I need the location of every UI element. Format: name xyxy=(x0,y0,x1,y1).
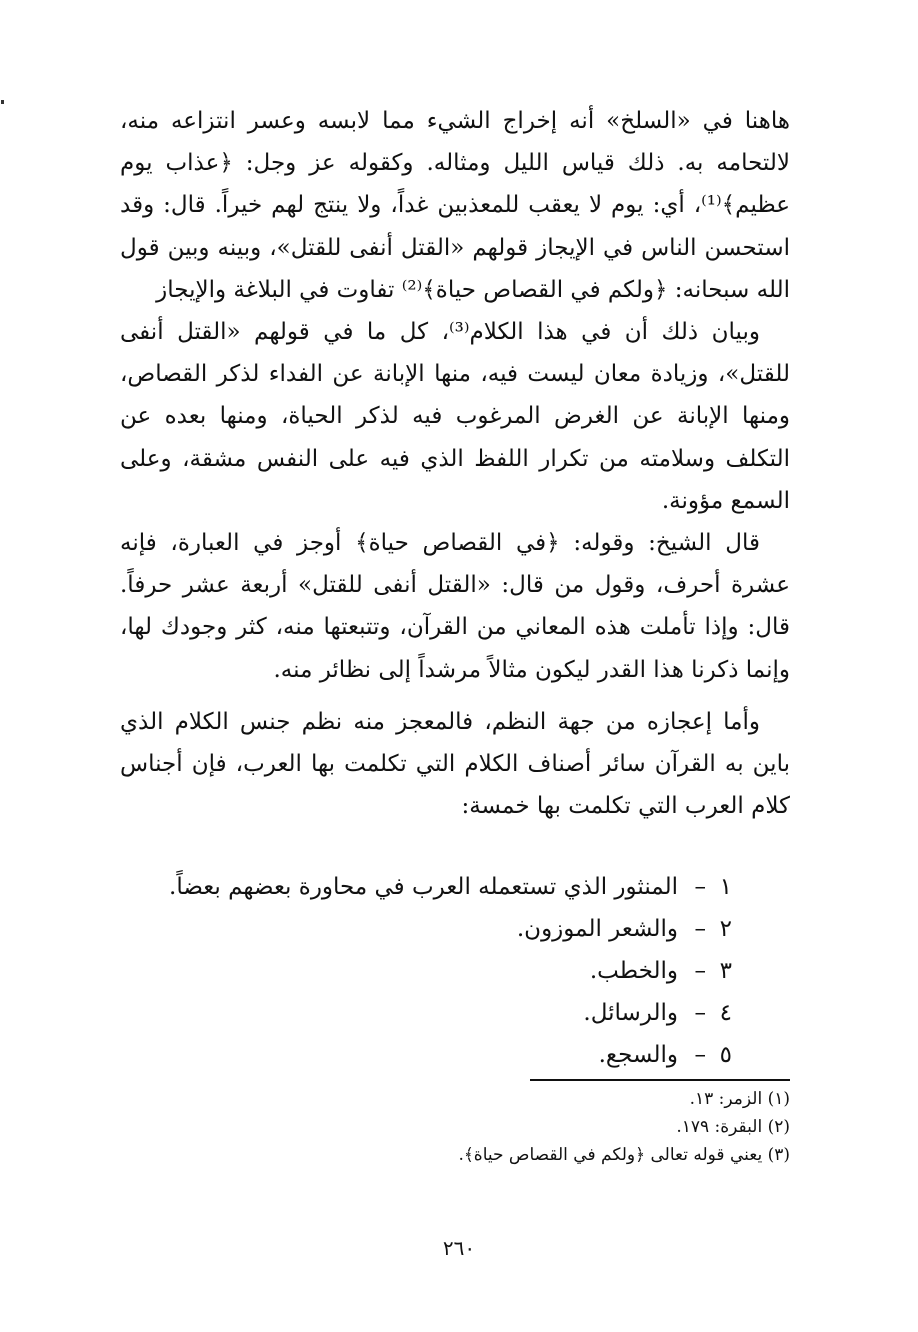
list-item-dash: – xyxy=(694,1000,706,1026)
page-number: ٢٦٠ xyxy=(442,1236,476,1260)
scan-edge-mark xyxy=(1,100,4,104)
list-item xyxy=(120,866,732,908)
list-item xyxy=(120,950,732,992)
footnote-1: (١) الزمر: ١٣. xyxy=(689,1089,790,1109)
footnotes xyxy=(300,1085,790,1169)
list-item-number: ١ xyxy=(719,874,732,900)
paragraph-1: هاهنا في «السلخ» أنه إخراج الشيء مما لابسه وعسر انتزاعه منه، لالتحامه به. ذلك قياس الليل ومثاله. وكقوله عز وجل: ﴿عذاب يوم عظيم﴾⁽¹⁾، أي: يوم لا يعقب للمعذبين غداً، ولا ينتج لهم خيراً. قال: وقد استحسن الناس في الإيجاز قولهم «القتل أنفى للقتل»، وبينه وبين قول الله سبحانه: ﴿ولكم في القصاص حياة﴾⁽²⁾ تفاوت في البلاغة والإيجاز xyxy=(120,108,790,303)
list-item-dash: – xyxy=(694,958,706,984)
footnote-3: (٣) يعني قوله تعالى ﴿ولكم في القصاص حياة﴾. xyxy=(458,1145,790,1165)
list-item-dash: – xyxy=(694,916,706,942)
paragraph-3: قال الشيخ: وقوله: ﴿في القصاص حياة﴾ أوجز في العبارة، فإنه عشرة أحرف، وقول من قال: «القتل أنفى للقتل» أربعة عشر حرفاً. قال: وإذا تأملت هذه المعاني من القرآن، وتتبعتها منه، كثر وجودك لها، وإنما ذكرنا هذا القدر ليكون مثالاً مرشداً إلى نظائر منه. xyxy=(120,530,790,683)
list-item-dash: – xyxy=(694,874,706,900)
list-item-number: ٢ xyxy=(719,916,732,942)
list-item xyxy=(120,1034,732,1076)
numbered-list xyxy=(120,866,732,1076)
list-item xyxy=(120,908,732,950)
list-item-text: المنثور الذي تستعمله العرب في محاورة بعضهم بعضاً. xyxy=(169,874,678,900)
list-item-number: ٥ xyxy=(719,1042,732,1068)
list-item-text: والرسائل. xyxy=(583,1000,678,1026)
paragraph-2: وبيان ذلك أن في هذا الكلام⁽³⁾، كل ما في قولهم «القتل أنفى للقتل»، وزيادة معان ليست فيه، منها الإبانة عن الفداء لذكر القصاص، ومنها الإبانة عن الغرض المرغوب فيه لذكر الحياة، ومنها بعده عن التكلف وسلامته من تكرار اللفظ الذي فيه على النفس مشقة، وعلى السمع مؤونة. xyxy=(120,319,790,514)
footnote-separator xyxy=(530,1079,790,1081)
list-item-dash: – xyxy=(694,1042,706,1068)
paragraph-4: وأما إعجازه من جهة النظم، فالمعجز منه نظم جنس الكلام الذي باين به القرآن سائر أصناف الكلام التي تكلمت بها العرب، فإن أجناس كلام العرب التي تكلمت بها خمسة: xyxy=(120,708,790,820)
list-item-text: والسجع. xyxy=(598,1042,678,1068)
list-item-number: ٣ xyxy=(719,958,732,984)
list-item-number: ٤ xyxy=(719,1000,732,1026)
list-item-text: والخطب. xyxy=(589,958,678,984)
main-text xyxy=(120,100,790,827)
footnote-2: (٢) البقرة: ١٧٩. xyxy=(676,1117,790,1137)
list-item xyxy=(120,992,732,1034)
list-item-text: والشعر الموزون. xyxy=(516,916,678,942)
